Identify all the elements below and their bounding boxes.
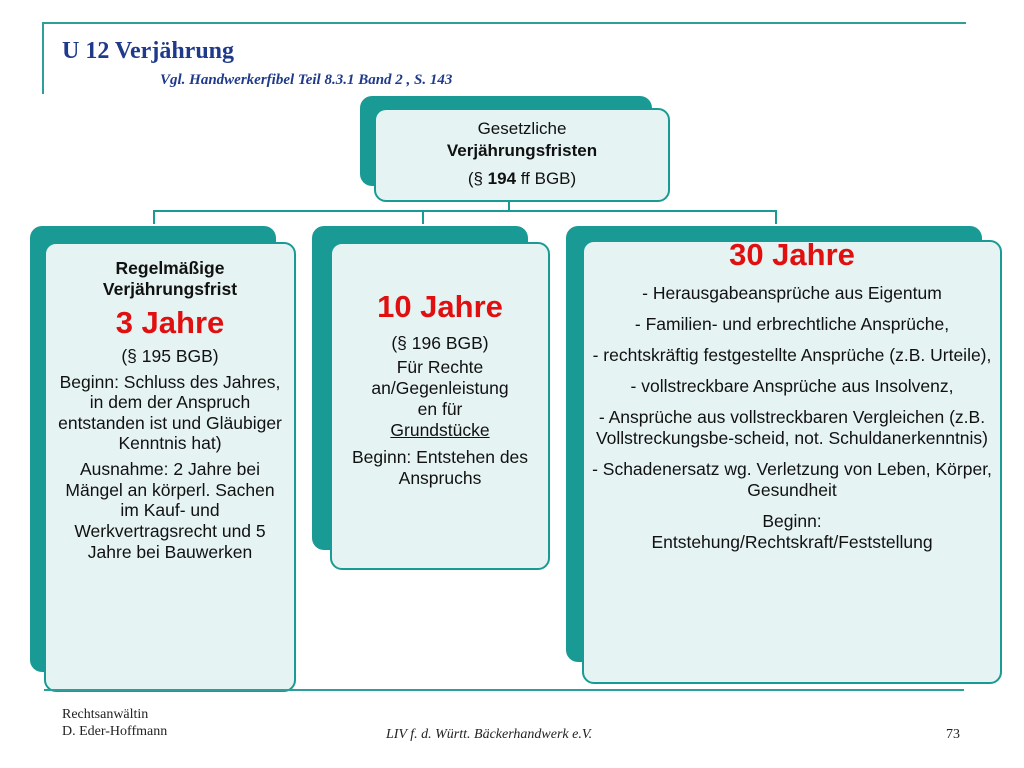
footer-author-line1: Rechtsanwältin [62, 707, 149, 722]
thirty-start-line1: Beginn: [762, 511, 822, 532]
regular-heading-line1: Regelmäßige [115, 258, 225, 278]
connector-left [153, 210, 155, 224]
top-box-line2: Verjährungsfristen [446, 140, 598, 160]
thirty-start-line2: Entstehung/Rechtskraft/Feststellung [651, 532, 933, 553]
regular-reference: (§ 195 BGB) [121, 345, 219, 366]
footer-organization: LIV f. d. Württ. Bäckerhandwerk e.V. [386, 727, 593, 742]
left-divider-line [42, 22, 44, 94]
ten-rights-underlined: Grundstücke [390, 420, 490, 441]
footer-author [62, 707, 167, 741]
connector-middle [422, 210, 424, 224]
thirty-item-3: - rechtskräftig festgestellte Ansprüche (z.B. Urteile), [592, 345, 992, 366]
ten-start: Beginn: Entstehen des Anspruchs [351, 447, 529, 489]
thirty-year-box [582, 237, 1002, 684]
thirty-item-4: - vollstreckbare Ansprüche aus Insolvenz, [630, 376, 954, 397]
thirty-item-6: - Schadenersatz wg. Verletzung von Leben, Körper, Gesundheit [592, 459, 992, 501]
thirty-item-2: - Familien- und erbrechtliche Ansprüche, [634, 314, 950, 335]
ten-reference: (§ 196 BGB) [391, 333, 489, 354]
regular-exception: Ausnahme: 2 Jahre bei Mängel an körperl. Sachen im Kauf- und Werkvertragsrecht und 5 Jahre bei Bauwerken [65, 459, 275, 562]
regular-start: Beginn: Schluss des Jahres, in dem der Anspruch entstanden ist und Gläubiger Kenntnis hat) [58, 371, 282, 454]
ten-duration: 10 Jahre [377, 289, 503, 324]
statutory-limitation-box [374, 108, 670, 202]
slide-subtitle: Vgl. Handwerkerfibel Teil 8.3.1 Band 2 , S. 143 [160, 72, 453, 88]
connector-horizontal [153, 210, 777, 212]
top-box-line1: Gesetzliche [477, 119, 567, 138]
connector-right [775, 210, 777, 224]
ten-rights-line1: Für Rechte [396, 357, 484, 378]
slide-title: U 12 Verjährung [62, 38, 235, 64]
top-box-line3: (§ 194 ff BGB) [467, 168, 577, 188]
regular-limitation-box [44, 242, 296, 692]
thirty-item-1: - Herausgabeansprüche aus Eigentum [642, 283, 942, 304]
thirty-item-5: - Ansprüche aus vollstreckbaren Vergleichen (z.B. Vollstreckungsbe-scheid, not. Schuldanerkenntnis) [595, 407, 989, 449]
footer-author-line2: D. Eder-Hoffmann [62, 723, 168, 739]
ten-rights-line2: an/Gegenleistung [371, 378, 509, 399]
footer-page-number: 73 [946, 727, 960, 742]
regular-heading-line2: Verjährungsfrist [102, 278, 238, 299]
bottom-divider-line [44, 689, 964, 691]
ten-year-box [330, 242, 550, 570]
thirty-duration: 30 Jahre [729, 237, 855, 272]
top-divider-line [42, 22, 966, 24]
ten-rights-line3: en für [417, 399, 463, 420]
regular-duration: 3 Jahre [115, 305, 225, 341]
